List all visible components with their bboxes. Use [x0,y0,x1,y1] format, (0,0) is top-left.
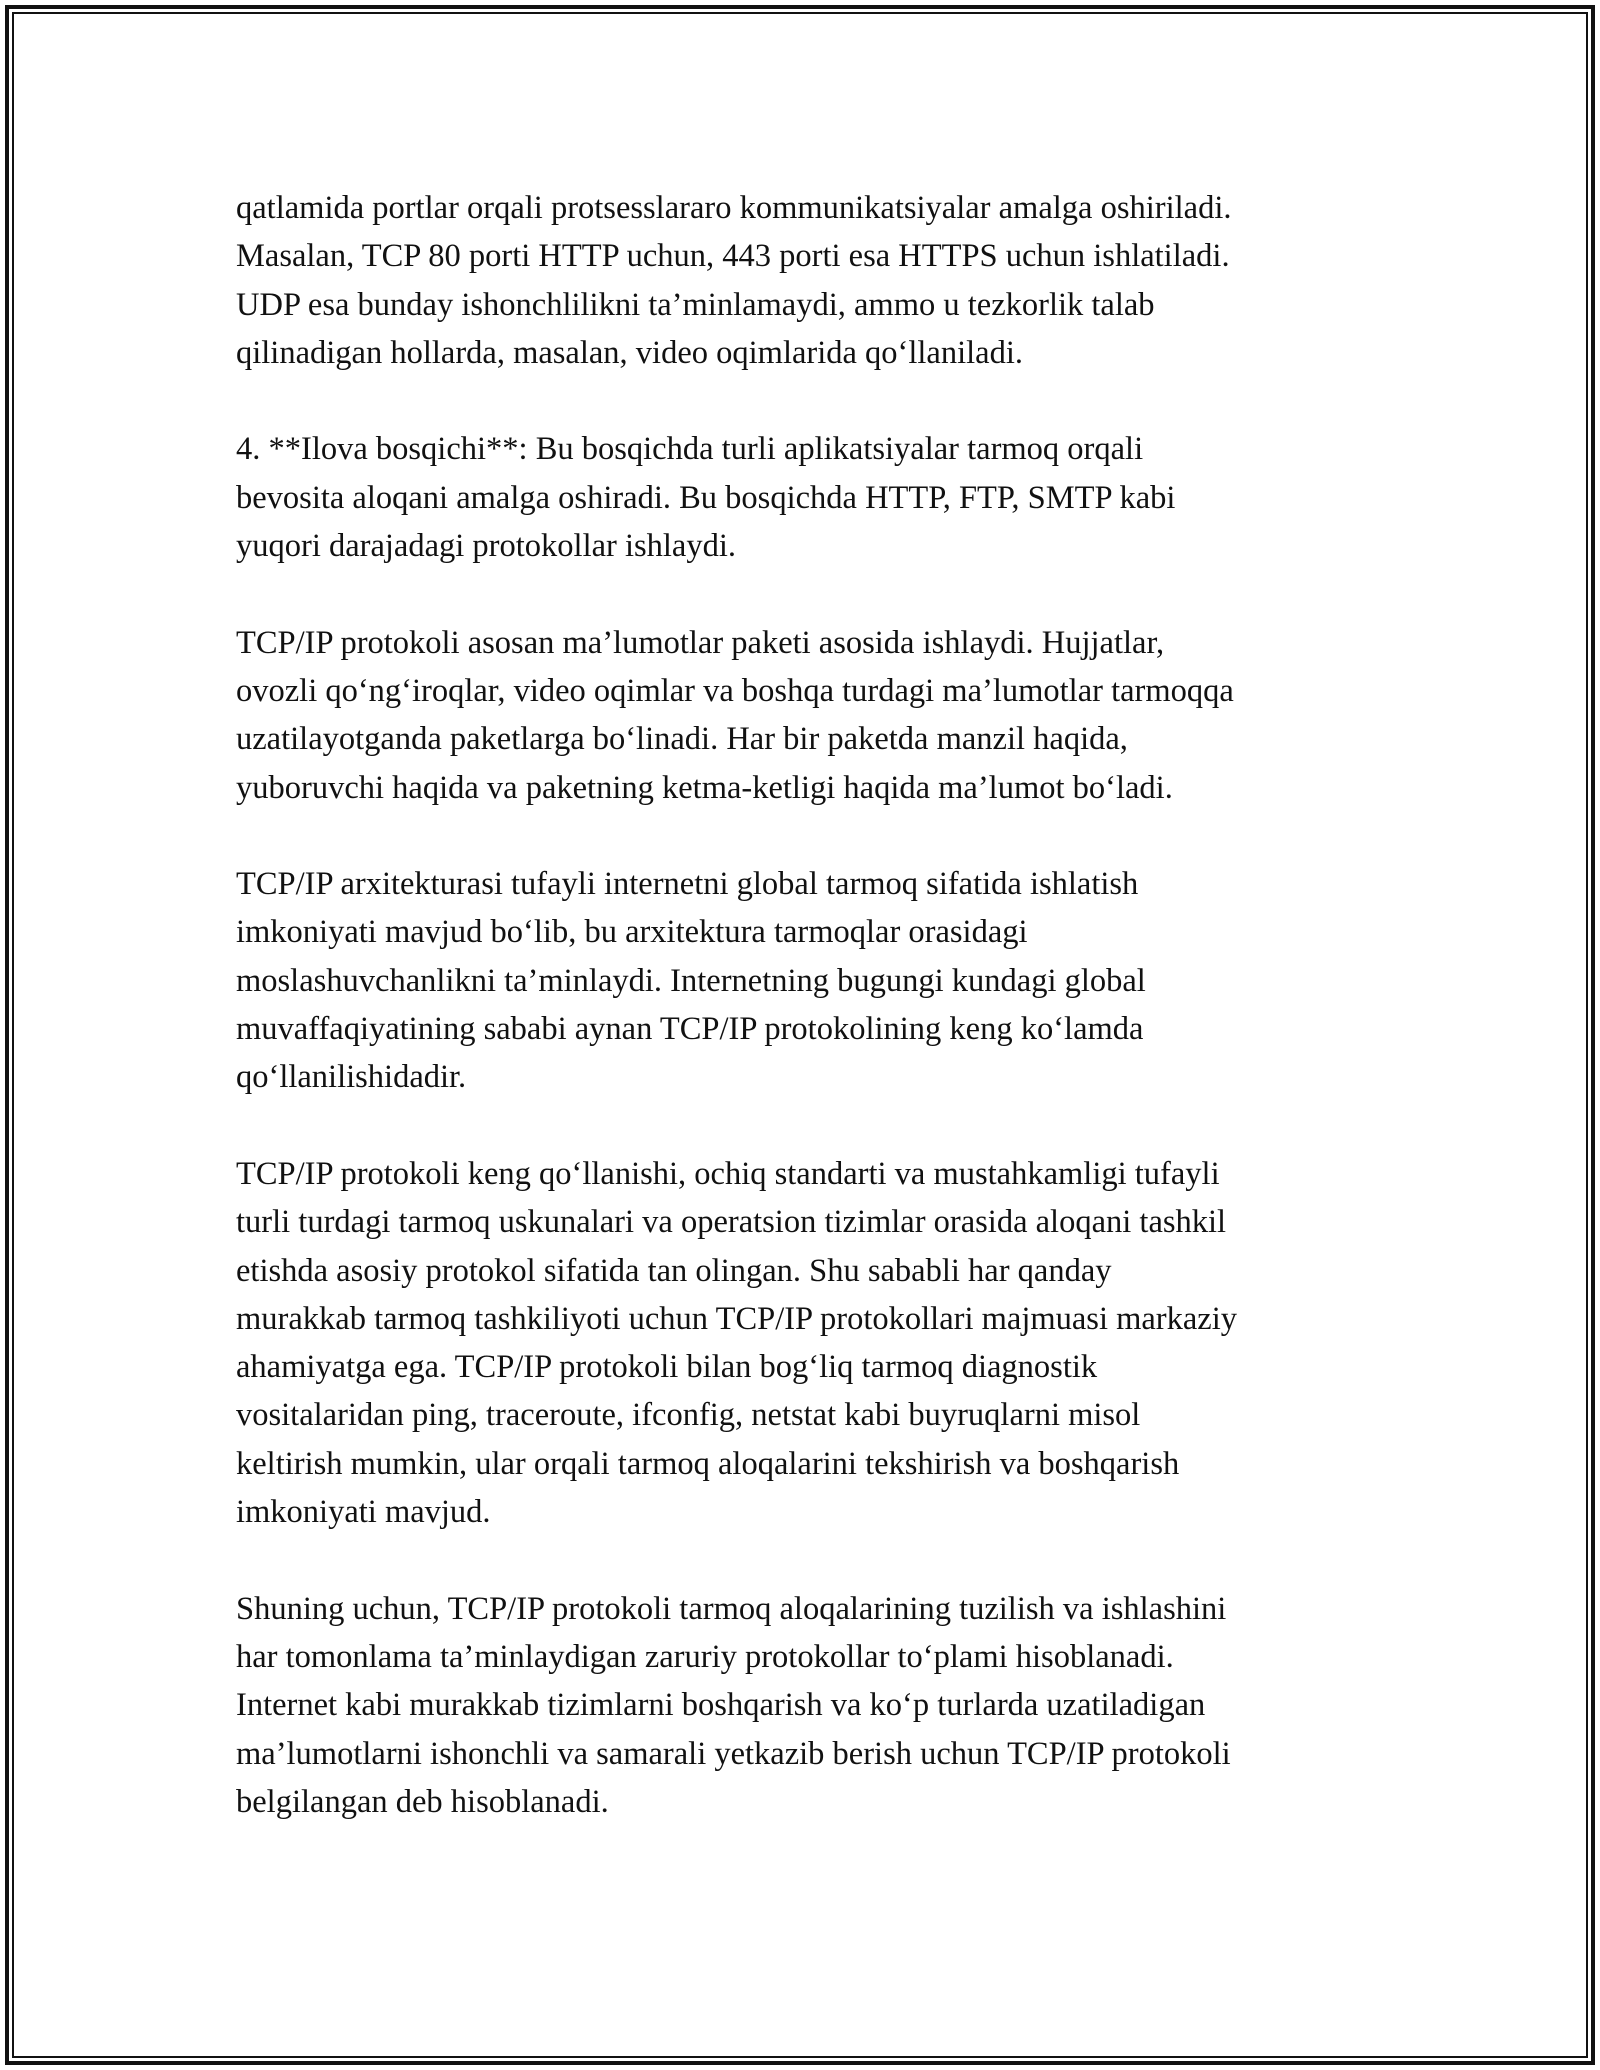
text-line: TCP/IP protokoli asosan ma’lumotlar paketi asosida ishlaydi. Hujjatlar, [236,624,1165,661]
text-line: TCP/IP protokoli keng qo‘llanishi, ochiq standarti va mustahkamligi tufayli [236,1155,1220,1192]
document-body [236,184,1396,1874]
text-line: moslashuvchanlikni ta’minlaydi. Internetning bugungi kundagi global [236,962,1146,999]
text-line: qilinadigan hollarda, masalan, video oqimlarida qo‘llaniladi. [236,334,1023,371]
text-line: bevosita aloqani amalga oshiradi. Bu bosqichda HTTP, FTP, SMTP kabi [236,479,1176,516]
text-line: Masalan, TCP 80 porti HTTP uchun, 443 porti esa HTTPS uchun ishlatiladi. [236,238,1230,275]
text-line: ma’lumotlarni ishonchli va samarali yetkazib berish uchun TCP/IP protokoli [236,1735,1231,1772]
text-line: har tomonlama ta’minlaydigan zaruriy protokollar to‘plami hisoblanadi. [236,1638,1174,1675]
text-line: Internet kabi murakkab tizimlarni boshqarish va ko‘p turlarda uzatiladigan [236,1687,1206,1724]
text-line: 4. **Ilova bosqichi**: Bu bosqichda turli aplikatsiyalar tarmoq orqali [236,431,1144,468]
text-line: Shuning uchun, TCP/IP protokoli tarmoq aloqalarining tuzilish va ishlashini [236,1590,1227,1627]
text-line: etishda asosiy protokol sifatida tan olingan. Shu sababli har qanday [236,1252,1112,1289]
text-line: imkoniyati mavjud. [236,1494,491,1531]
text-line: belgilangan deb hisoblanadi. [236,1783,609,1820]
paragraph-application-layer [236,425,1396,570]
text-line: ovozli qo‘ng‘iroqlar, video oqimlar va boshqa turdagi ma’lumotlar tarmoqqa [236,672,1234,709]
text-line: qo‘llanilishidadir. [236,1059,467,1096]
paragraph-usage-tools [236,1150,1396,1536]
text-line: vositalaridan ping, traceroute, ifconfig, netstat kabi buyruqlarni misol [236,1397,1141,1434]
text-line: muvaffaqiyatining sababi aynan TCP/IP protokolining keng ko‘lamda [236,1011,1144,1048]
text-line: murakkab tarmoq tashkiliyoti uchun TCP/IP protokollari majmuasi markaziy [236,1300,1238,1337]
text-line: TCP/IP arxitekturasi tufayli internetni global tarmoq sifatida ishlatish [236,866,1139,903]
text-line: keltirish mumkin, ular orqali tarmoq aloqalarini tekshirish va boshqarish [236,1445,1180,1482]
text-line: uzatilayotganda paketlarga bo‘linadi. Har bir paketda manzil haqida, [236,721,1128,758]
paragraph-conclusion [236,1585,1396,1826]
text-line: UDP esa bunday ishonchlilikni ta’minlamaydi, ammo u tezkorlik talab [236,286,1155,323]
text-line: imkoniyati mavjud bo‘lib, bu arxitektura tarmoqlar orasidagi [236,914,1028,951]
paragraph-architecture [236,860,1396,1101]
text-line: turli turdagi tarmoq uskunalari va operatsion tizimlar orasida aloqani tashkil [236,1204,1227,1241]
text-line: yuqori darajadagi protokollar ishlaydi. [236,528,737,565]
text-line: qatlamida portlar orqali protsesslararo kommunikatsiyalar amalga oshiriladi. [236,190,1232,226]
text-line: ahamiyatga ega. TCP/IP protokoli bilan bog‘liq tarmoq diagnostik [236,1349,1098,1386]
paragraph-transport-layer [236,184,1396,377]
paragraph-packets [236,619,1396,812]
text-line: yuboruvchi haqida va paketning ketma-ketligi haqida ma’lumot bo‘ladi. [236,769,1173,806]
